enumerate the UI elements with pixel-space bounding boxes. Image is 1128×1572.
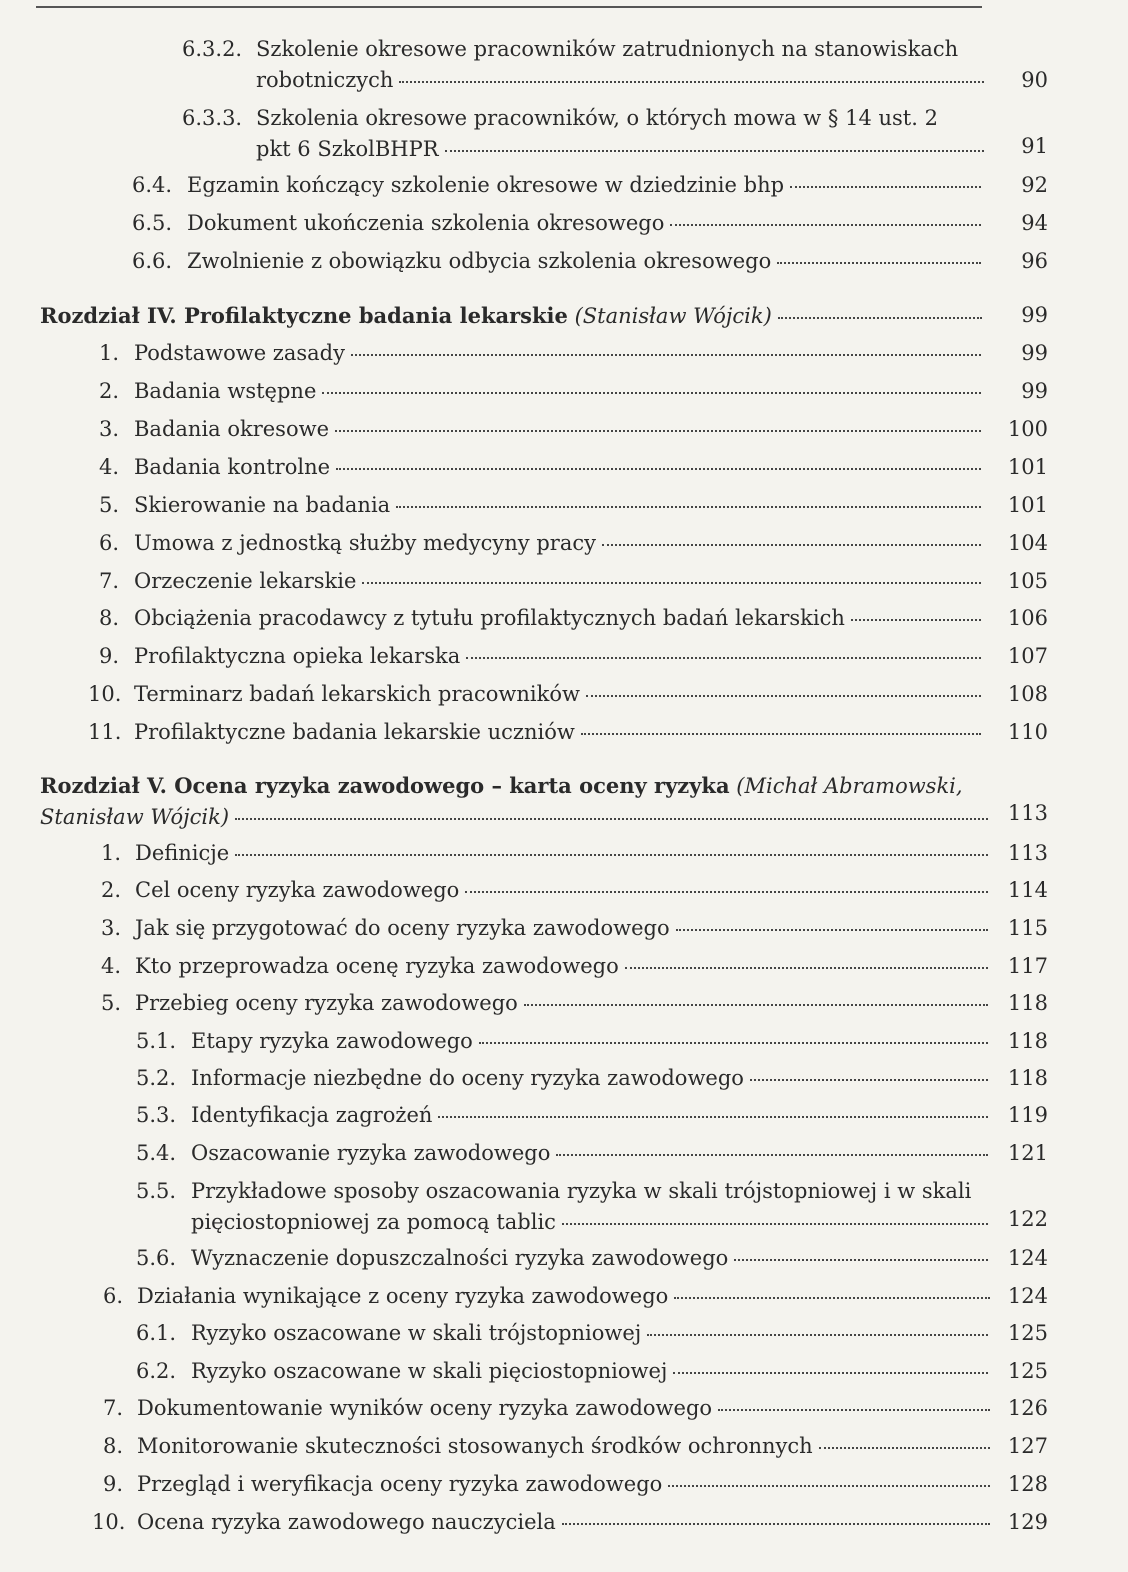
dot-leader <box>777 262 981 264</box>
entry-number: 5. <box>101 991 122 1015</box>
dot-leader <box>466 657 981 659</box>
page-number: 125 <box>1007 1359 1048 1383</box>
entry-number: 5.2. <box>136 1066 177 1090</box>
dot-leader <box>556 1154 988 1156</box>
entry-title-line2: pkt 6 SzkolBHPR <box>256 137 439 161</box>
page-number: 110 <box>1007 720 1048 744</box>
page-number: 92 <box>1021 173 1048 197</box>
page-number: 119 <box>1007 1103 1048 1127</box>
entry-title: Wyznaczenie dopuszczalności ryzyka zawodowego <box>191 1246 729 1270</box>
entry-title: Badania kontrolne <box>134 455 331 479</box>
entry-title: Ryzyko oszacowane w skali trójstopniowej <box>191 1321 642 1345</box>
entry-title: Obciążenia pracodawcy z tytułu profilaktycznych badań lekarskich <box>134 606 845 630</box>
page-number: 91 <box>1021 134 1048 158</box>
dot-leader <box>674 1297 990 1299</box>
page-number: 107 <box>1007 644 1048 668</box>
dot-leader <box>235 818 988 820</box>
entry-title: Informacje niezbędne do oceny ryzyka zawodowego <box>191 1066 744 1090</box>
dot-leader <box>445 150 984 152</box>
page-number: 127 <box>1007 1434 1048 1458</box>
page-number: 94 <box>1021 211 1048 235</box>
entry-title: Terminarz badań lekarskich pracowników <box>134 682 580 706</box>
chapter-authors-line1: (Michał Abramowski, <box>736 774 963 798</box>
entry-number: 5.1. <box>136 1029 177 1053</box>
entry-number: 5.5. <box>136 1179 177 1203</box>
entry-number: 11. <box>88 720 122 744</box>
entry-title: Etapy ryzyka zawodowego <box>191 1029 473 1053</box>
page-number: 90 <box>1021 68 1048 92</box>
chapter-authors: (Stanisław Wójcik) <box>574 304 772 328</box>
page-number: 118 <box>1007 1029 1048 1053</box>
page-number: 124 <box>1007 1246 1048 1270</box>
entry-title-line1: Szkolenia okresowe pracowników, o których mowa w § 14 ust. 2 <box>256 106 938 130</box>
page-number: 105 <box>1007 569 1048 593</box>
entry-number: 9. <box>103 1472 124 1496</box>
dot-leader <box>335 430 981 432</box>
dot-leader <box>734 1259 988 1261</box>
entry-number: 10. <box>92 1510 126 1534</box>
entry-number: 10. <box>88 682 122 706</box>
dot-leader <box>479 1042 988 1044</box>
entry-number: 5.3. <box>136 1103 177 1127</box>
entry-number: 5.4. <box>136 1141 177 1165</box>
page-number: 106 <box>1007 606 1048 630</box>
page-number: 104 <box>1007 531 1048 555</box>
page-number: 126 <box>1007 1396 1048 1420</box>
entry-title-line1: Szkolenie okresowe pracowników zatrudnionych na stanowiskach <box>256 37 959 61</box>
page-number: 99 <box>1021 303 1048 327</box>
entry-number: 1. <box>99 341 120 365</box>
entry-title: Przegląd i weryfikacja oceny ryzyka zawodowego <box>137 1472 663 1496</box>
entry-title: Podstawowe zasady <box>134 341 345 365</box>
entry-number: 3. <box>99 417 120 441</box>
dot-leader <box>362 582 981 584</box>
entry-title-line2: pięciostopniowej za pomocą tablic <box>191 1210 556 1234</box>
entry-title: Zwolnienie z obowiązku odbycia szkolenia okresowego <box>187 249 772 273</box>
page-number: 114 <box>1007 878 1048 902</box>
entry-number: 4. <box>101 954 122 978</box>
page-number: 115 <box>1007 916 1048 940</box>
dot-leader <box>399 81 984 83</box>
entry-number: 6.1. <box>136 1321 177 1345</box>
dot-leader <box>647 1334 988 1336</box>
entry-number: 6.6. <box>132 249 173 273</box>
entry-title-line1: Przykładowe sposoby oszacowania ryzyka w skali trójstopniowej i w skali <box>191 1179 972 1203</box>
entry-number: 8. <box>99 606 120 630</box>
dot-leader <box>438 1116 988 1118</box>
entry-number: 6.3.3. <box>182 106 243 130</box>
dot-leader <box>336 468 981 470</box>
entry-number: 6.2. <box>136 1359 177 1383</box>
page-number: 100 <box>1007 417 1048 441</box>
dot-leader <box>851 619 981 621</box>
entry-number: 7. <box>103 1396 124 1420</box>
entry-title-line2: robotniczych <box>256 68 394 92</box>
entry-number: 4. <box>99 455 120 479</box>
dot-leader <box>676 929 988 931</box>
entry-number: 9. <box>99 644 120 668</box>
page-number: 129 <box>1007 1510 1048 1534</box>
page-number: 101 <box>1007 493 1048 517</box>
entry-number: 6.4. <box>132 173 173 197</box>
entry-number: 2. <box>101 878 122 902</box>
page-number: 121 <box>1007 1141 1048 1165</box>
page-number: 124 <box>1007 1284 1048 1308</box>
dot-leader <box>586 695 981 697</box>
page-number: 108 <box>1007 682 1048 706</box>
entry-title: Profilaktyczne badania lekarskie uczniów <box>134 720 575 744</box>
entry-title: Działania wynikające z oceny ryzyka zawodowego <box>137 1284 669 1308</box>
entry-number: 1. <box>101 841 122 865</box>
page-number: 122 <box>1007 1207 1048 1231</box>
dot-leader <box>562 1523 990 1525</box>
entry-number: 6. <box>103 1284 124 1308</box>
entry-title: Umowa z jednostką służby medycyny pracy <box>134 531 596 555</box>
chapter-title: Rozdział IV. Profilaktyczne badania lekarskie <box>40 303 568 328</box>
entry-number: 7. <box>99 569 120 593</box>
chapter-authors-line2: Stanisław Wójcik) <box>40 805 230 829</box>
entry-number: 8. <box>103 1434 124 1458</box>
dot-leader <box>235 854 988 856</box>
entry-title: Identyfikacja zagrożeń <box>191 1103 433 1127</box>
dot-leader <box>562 1223 988 1225</box>
dot-leader <box>750 1079 988 1081</box>
entry-title: Badania okresowe <box>134 417 330 441</box>
page-number: 113 <box>1007 841 1048 865</box>
entry-number: 6. <box>99 531 120 555</box>
dot-leader <box>819 1447 990 1449</box>
page-number: 117 <box>1007 954 1048 978</box>
dot-leader <box>673 1372 988 1374</box>
dot-leader <box>602 544 981 546</box>
entry-title: Jak się przygotować do oceny ryzyka zawodowego <box>135 916 670 940</box>
dot-leader <box>718 1409 990 1411</box>
dot-leader <box>524 1004 988 1006</box>
dot-leader <box>465 891 988 893</box>
dot-leader <box>396 506 981 508</box>
entry-number: 5. <box>99 493 120 517</box>
page-number: 99 <box>1021 341 1048 365</box>
dot-leader <box>670 224 981 226</box>
page-number: 101 <box>1007 455 1048 479</box>
page-number: 96 <box>1021 249 1048 273</box>
page-number: 118 <box>1007 991 1048 1015</box>
entry-title: Dokumentowanie wyników oceny ryzyka zawodowego <box>137 1396 713 1420</box>
page-number: 118 <box>1007 1066 1048 1090</box>
entry-title: Ocena ryzyka zawodowego nauczyciela <box>137 1510 556 1534</box>
entry-number: 2. <box>99 379 120 403</box>
entry-title: Dokument ukończenia szkolenia okresowego <box>187 211 665 235</box>
page-number: 125 <box>1007 1321 1048 1345</box>
page-number: 99 <box>1021 379 1048 403</box>
entry-title: Przebieg oceny ryzyka zawodowego <box>135 991 518 1015</box>
dot-leader <box>322 392 981 394</box>
page-number: 128 <box>1007 1472 1048 1496</box>
entry-title: Skierowanie na badania <box>134 493 391 517</box>
entry-title: Cel oceny ryzyka zawodowego <box>135 878 460 902</box>
entry-title: Egzamin kończący szkolenie okresowe w dziedzinie bhp <box>187 173 785 197</box>
entry-title: Oszacowanie ryzyka zawodowego <box>191 1141 551 1165</box>
entry-title: Profilaktyczna opieka lekarska <box>134 644 461 668</box>
dot-leader <box>778 317 982 319</box>
dot-leader <box>668 1485 990 1487</box>
entry-number: 3. <box>101 916 122 940</box>
entry-number: 6.5. <box>132 211 173 235</box>
dot-leader <box>351 354 981 356</box>
entry-title: Kto przeprowadza ocenę ryzyka zawodowego <box>135 954 619 978</box>
dot-leader <box>581 733 981 735</box>
entry-title: Definicje <box>135 841 230 865</box>
entry-title: Ryzyko oszacowane w skali pięciostopniowej <box>191 1359 668 1383</box>
entry-title: Orzeczenie lekarskie <box>134 569 357 593</box>
page-number: 113 <box>1007 801 1048 825</box>
entry-number: 6.3.2. <box>182 37 243 61</box>
dot-leader <box>625 967 988 969</box>
chapter-title: Rozdział V. Ocena ryzyka zawodowego – karta oceny ryzyka <box>40 773 730 798</box>
entry-title: Monitorowanie skuteczności stosowanych środków ochronnych <box>137 1434 813 1458</box>
dot-leader <box>790 186 981 188</box>
entry-title: Badania wstępne <box>134 379 317 403</box>
entry-number: 5.6. <box>136 1246 177 1270</box>
